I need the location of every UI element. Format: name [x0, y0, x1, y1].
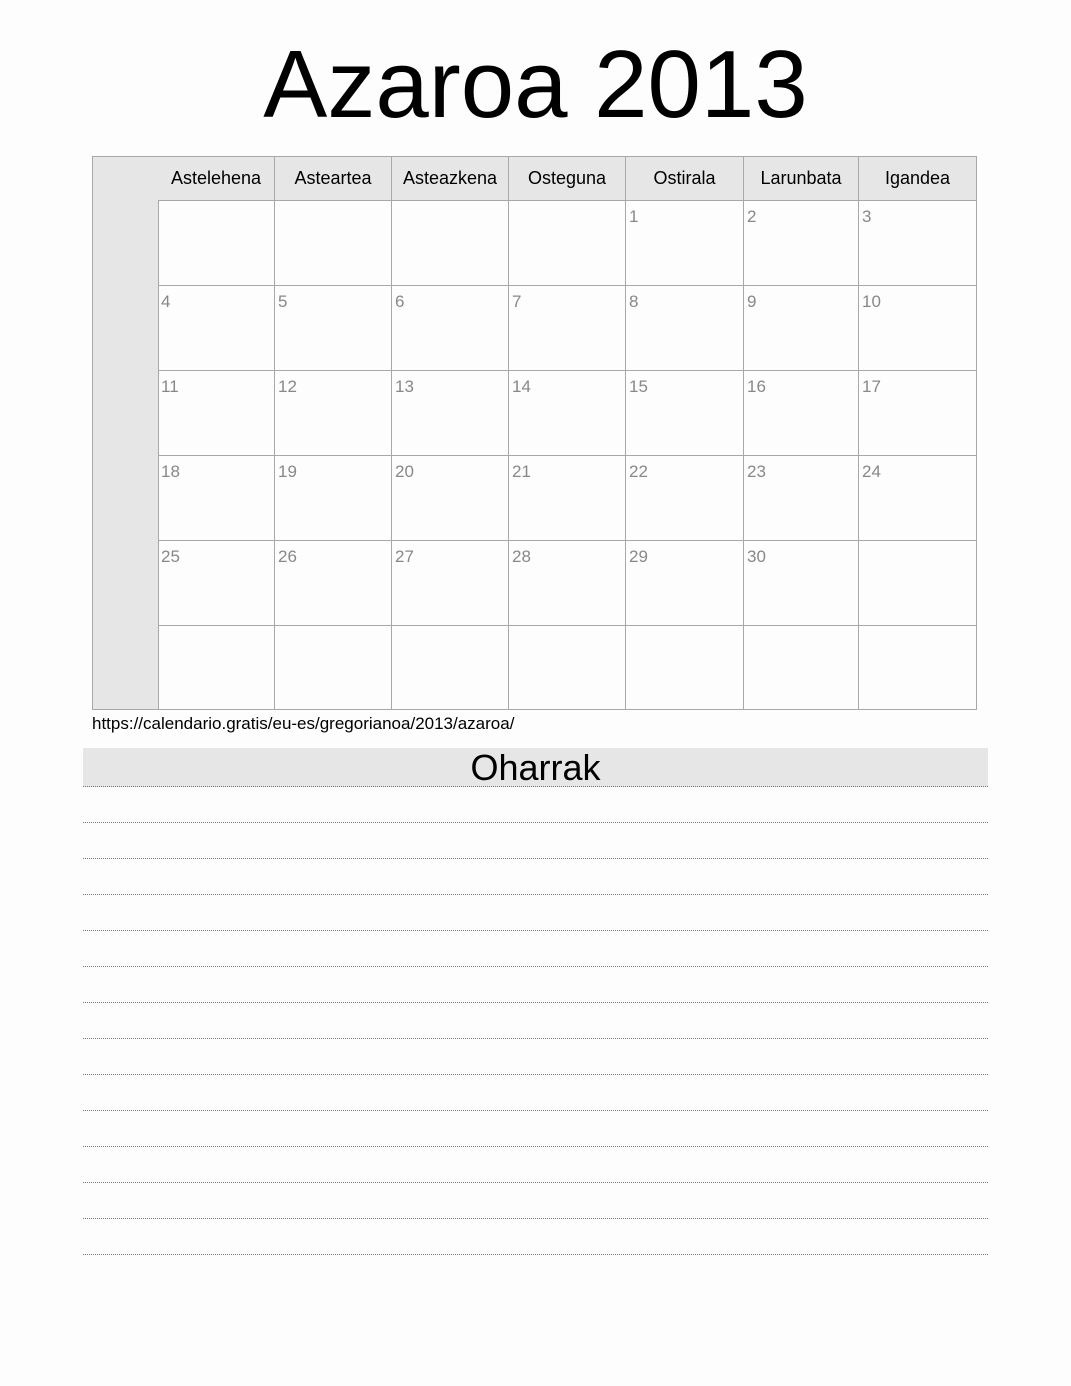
day-number: 20: [395, 462, 414, 481]
day-number: 27: [395, 547, 414, 566]
weekday-wednesday: Asteazkena: [392, 157, 509, 200]
day-cell[interactable]: [626, 201, 744, 285]
day-cell[interactable]: [509, 201, 626, 285]
day-cell[interactable]: [275, 286, 392, 370]
day-cell[interactable]: [275, 456, 392, 540]
day-cell[interactable]: [392, 201, 509, 285]
day-cell[interactable]: [859, 541, 976, 625]
day-cell[interactable]: [859, 286, 976, 370]
day-cell[interactable]: [158, 201, 275, 285]
day-number: 30: [747, 547, 766, 566]
day-number: 18: [161, 462, 180, 481]
day-number: 13: [395, 377, 414, 396]
day-cell[interactable]: [158, 371, 275, 455]
day-number: 23: [747, 462, 766, 481]
day-number: 16: [747, 377, 766, 396]
day-number: 10: [862, 292, 881, 311]
day-cell[interactable]: [859, 371, 976, 455]
day-cell[interactable]: [275, 371, 392, 455]
notes-section: [83, 748, 988, 1255]
day-cell[interactable]: [509, 371, 626, 455]
week-row: [158, 456, 976, 541]
weekday-saturday: Larunbata: [744, 157, 859, 200]
note-line[interactable]: [83, 1111, 988, 1147]
note-line[interactable]: [83, 967, 988, 1003]
day-cell[interactable]: [859, 456, 976, 540]
week-rows: [158, 201, 976, 710]
day-number: 3: [862, 207, 872, 226]
week-row: [158, 201, 976, 286]
day-cell[interactable]: [509, 456, 626, 540]
day-cell[interactable]: [744, 371, 859, 455]
weekday-monday: Astelehena: [158, 157, 275, 200]
day-cell[interactable]: [626, 371, 744, 455]
day-cell[interactable]: [744, 541, 859, 625]
day-cell[interactable]: [744, 626, 859, 710]
note-line[interactable]: [83, 859, 988, 895]
day-cell[interactable]: [626, 286, 744, 370]
day-number: 22: [629, 462, 648, 481]
day-cell[interactable]: [392, 456, 509, 540]
source-url[interactable]: https://calendario.gratis/eu-es/gregorianoa/2013/azaroa/: [92, 714, 515, 733]
day-number: 17: [862, 377, 881, 396]
day-cell[interactable]: [275, 201, 392, 285]
day-number: 6: [395, 292, 405, 311]
day-number: 7: [512, 292, 522, 311]
calendar-grid: [92, 156, 977, 710]
day-cell[interactable]: [859, 626, 976, 710]
day-number: 28: [512, 547, 531, 566]
day-cell[interactable]: [626, 541, 744, 625]
week-number-column: [93, 157, 159, 709]
day-cell[interactable]: [744, 456, 859, 540]
day-cell[interactable]: [744, 201, 859, 285]
day-number: 11: [161, 377, 179, 396]
note-line[interactable]: [83, 1183, 988, 1219]
note-line[interactable]: [83, 823, 988, 859]
day-cell[interactable]: [509, 286, 626, 370]
day-number: 19: [278, 462, 297, 481]
day-number: 8: [629, 292, 639, 311]
day-cell[interactable]: [626, 626, 744, 710]
day-cell[interactable]: [509, 541, 626, 625]
day-cell[interactable]: [158, 456, 275, 540]
day-cell[interactable]: [158, 626, 275, 710]
day-number: 4: [161, 292, 171, 311]
day-number: 1: [629, 207, 639, 226]
day-cell[interactable]: [626, 456, 744, 540]
notes-heading: Oharrak: [83, 748, 988, 787]
weekday-sunday: Igandea: [884, 168, 951, 188]
day-number: 21: [512, 462, 531, 481]
day-cell[interactable]: [392, 371, 509, 455]
day-number: 29: [629, 547, 648, 566]
month-grid: [158, 157, 976, 709]
day-cell[interactable]: [392, 626, 509, 710]
day-cell[interactable]: [392, 541, 509, 625]
week-row: [158, 626, 976, 710]
week-row: [158, 371, 976, 456]
day-cell[interactable]: [744, 286, 859, 370]
note-line[interactable]: [83, 931, 988, 967]
day-number: 5: [278, 292, 288, 311]
day-number: 24: [862, 462, 881, 481]
note-line[interactable]: [83, 787, 988, 823]
day-cell[interactable]: [275, 626, 392, 710]
weekday-tuesday: Asteartea: [275, 157, 392, 200]
day-number: 2: [747, 207, 757, 226]
weekday-friday: Ostirala: [626, 157, 744, 200]
note-line[interactable]: [83, 895, 988, 931]
day-cell[interactable]: [158, 541, 275, 625]
day-cell[interactable]: [275, 541, 392, 625]
week-row: [158, 286, 976, 371]
day-number: 26: [278, 547, 297, 566]
calendar-title: Azaroa 2013: [263, 31, 808, 138]
day-cell[interactable]: [392, 286, 509, 370]
note-line[interactable]: [83, 1147, 988, 1183]
day-cell[interactable]: [158, 286, 275, 370]
weekday-header-row: [158, 157, 976, 201]
day-cell[interactable]: [859, 201, 976, 285]
day-number: 9: [747, 292, 757, 311]
note-line[interactable]: [83, 1039, 988, 1075]
day-cell[interactable]: [509, 626, 626, 710]
weekday-thursday: Osteguna: [509, 157, 626, 200]
week-row: [158, 541, 976, 626]
note-line[interactable]: [83, 1075, 988, 1111]
note-line[interactable]: [83, 1219, 988, 1255]
day-number: 25: [161, 547, 180, 566]
day-number: 14: [512, 377, 531, 396]
note-line[interactable]: [83, 1003, 988, 1039]
day-number: 12: [278, 377, 297, 396]
day-number: 15: [629, 377, 648, 396]
